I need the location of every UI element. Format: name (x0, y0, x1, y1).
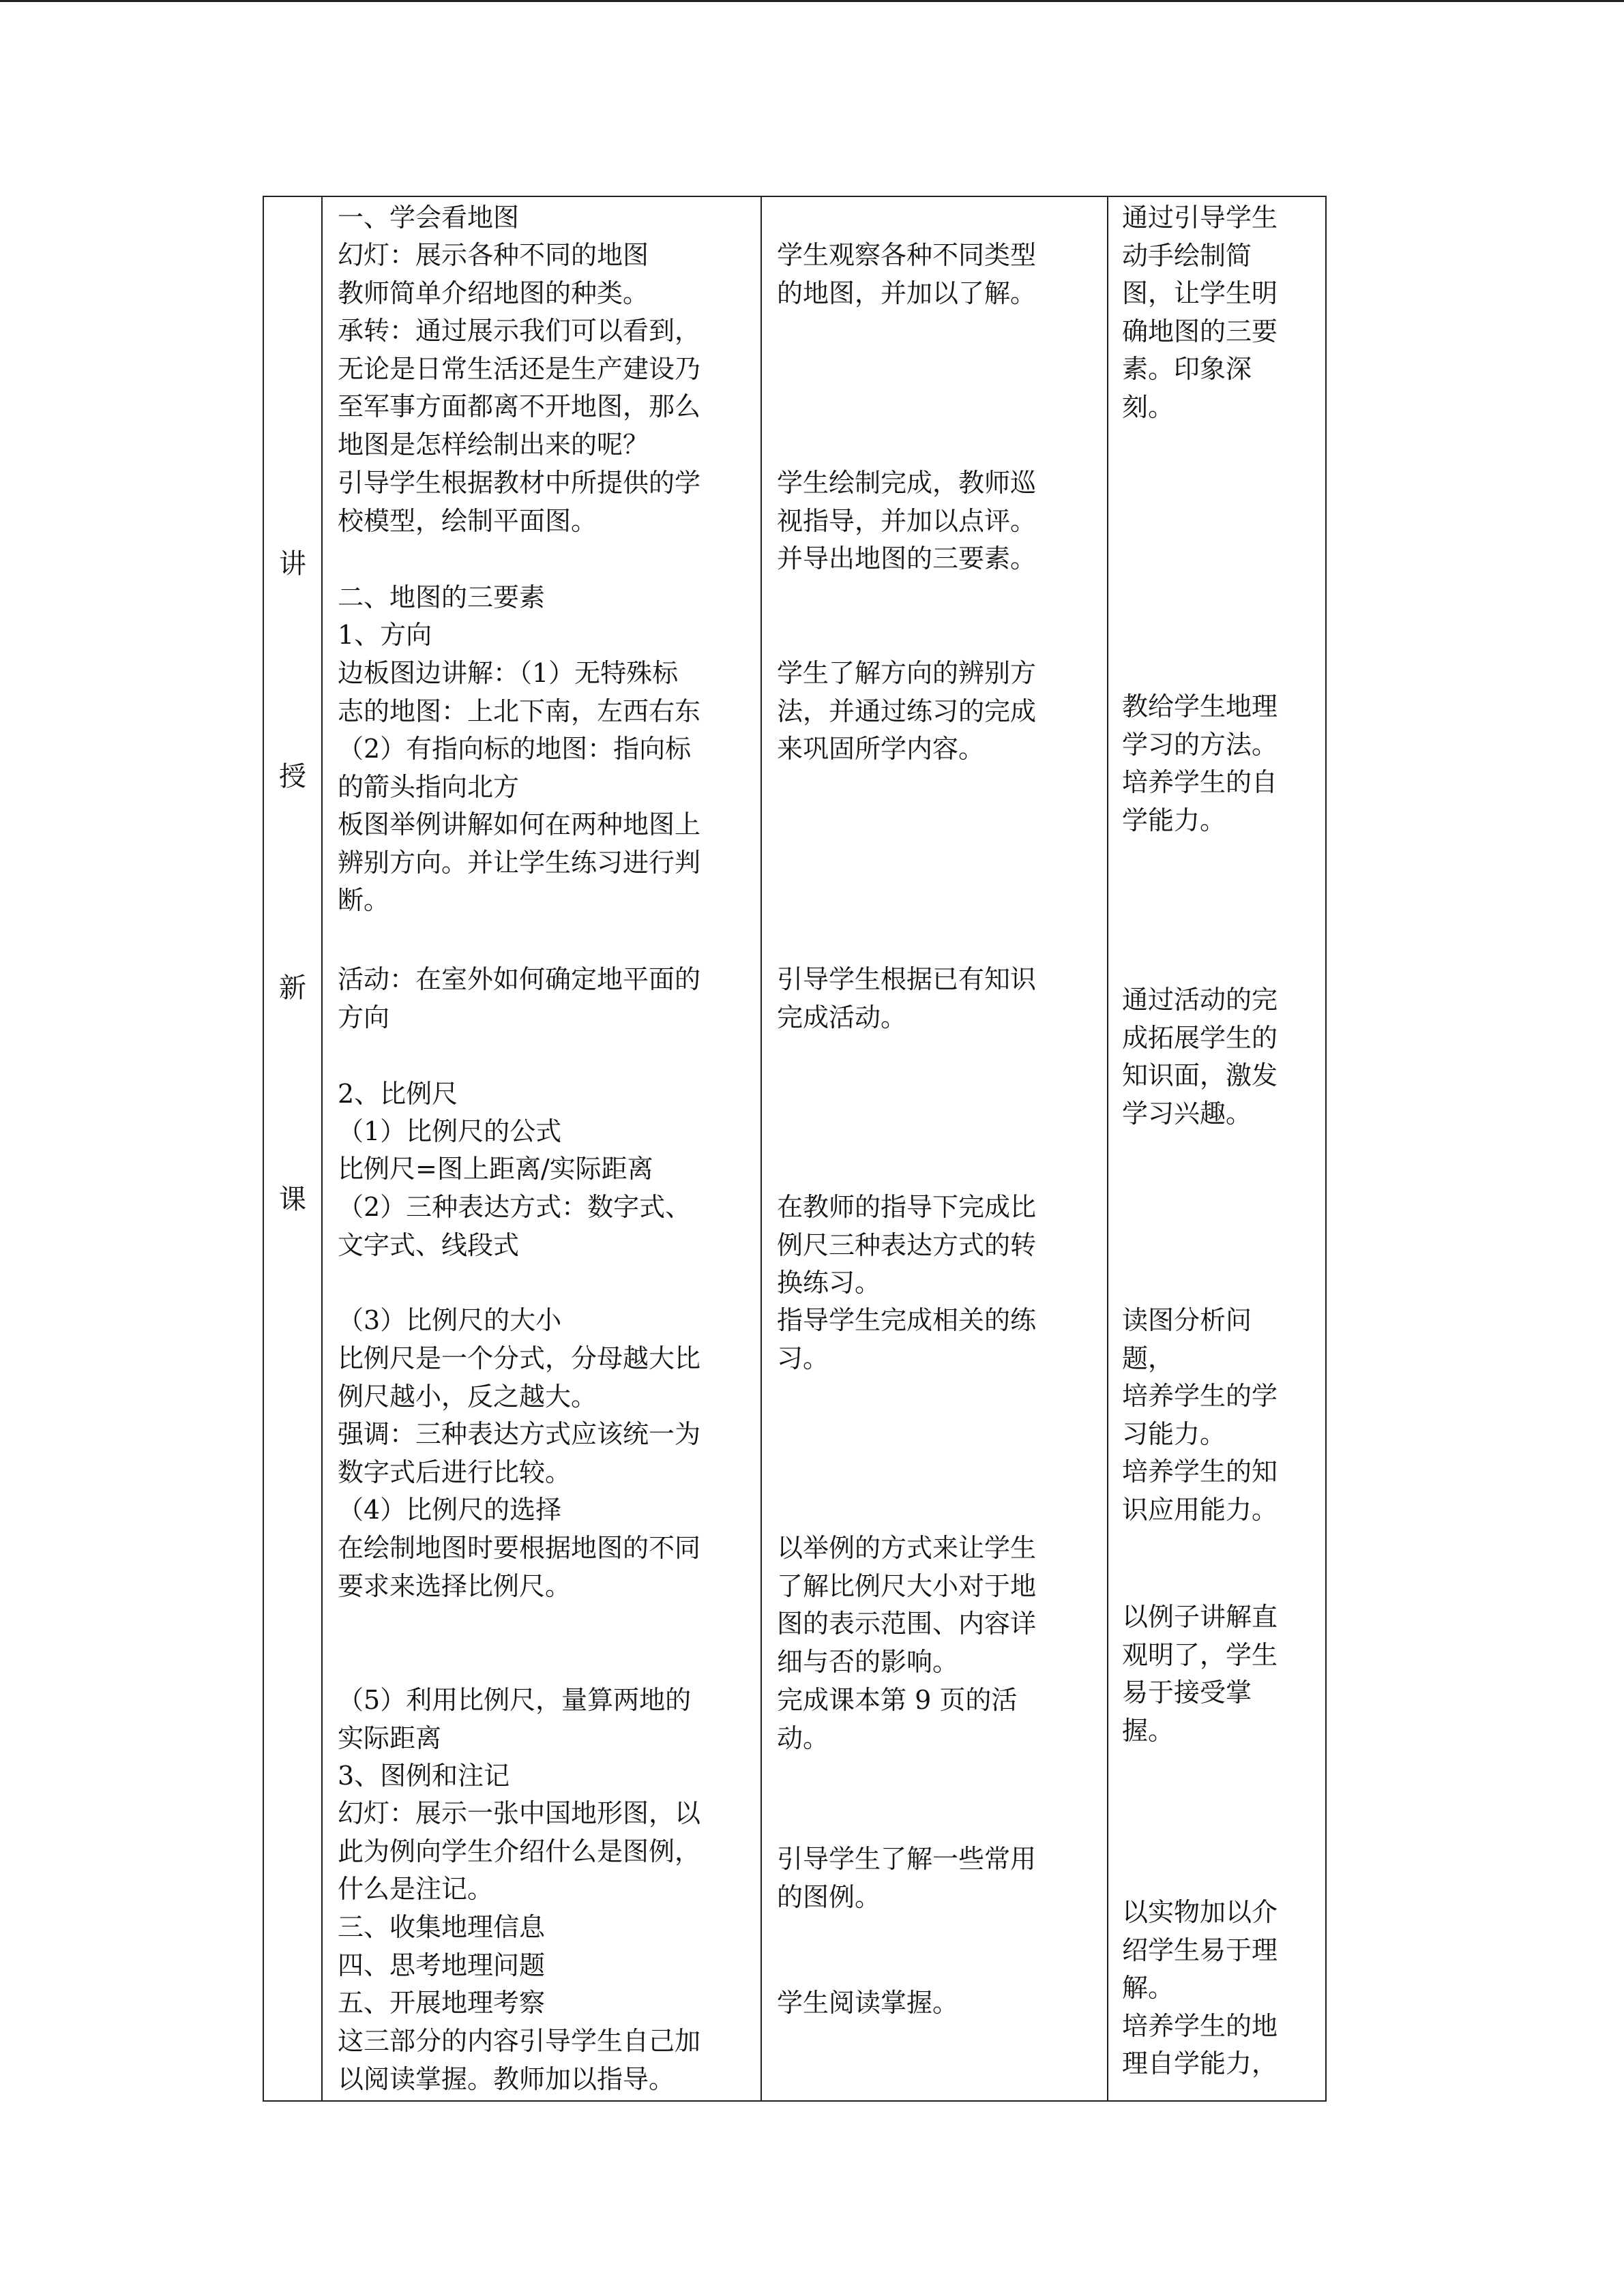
teacher-activity-text: 四、思考地理问题 (338, 1950, 546, 1980)
side-label-char: 授 (279, 761, 306, 792)
teacher-activity-text: （3）比例尺的大小 (338, 1305, 562, 1335)
teacher-activity-text: （1）比例尺的公式 (338, 1116, 562, 1146)
column-divider-3 (1107, 197, 1108, 2100)
side-label-char: 课 (279, 1184, 306, 1215)
teacher-activity-text: 三、收集地理信息 (338, 1912, 546, 1942)
teacher-activity-text: 比例尺=图上距离/实际距离 (338, 1154, 653, 1184)
side-label-char: 新 (279, 972, 306, 1004)
teacher-activity-text: 这三部分的内容引导学生自己加 以阅读掌握。教师加以指导。 (338, 2026, 701, 2094)
teacher-activity-text: 3、图例和注记 (338, 1761, 510, 1791)
teacher-activity-text: 边板图边讲解：（1）无特殊标 志的地图：上北下南，左西右东 （2）有指向标的地图：指向标 的箭头指向北方 (338, 658, 701, 802)
lesson-plan-table (263, 196, 1327, 2102)
teacher-activity-text: 强调：三种表达方式应该统一为 数字式后进行比较。 (338, 1419, 701, 1487)
teacher-activity-text: 活动：在室外如何确定地平面的 方向 (338, 964, 701, 1032)
student-activity-text: 引导学生根据已有知识 完成活动。 (777, 964, 1037, 1032)
teacher-activity-text: 二、地图的三要素 (338, 582, 546, 612)
teacher-activity-text: （4）比例尺的选择 (338, 1495, 562, 1525)
column-divider-2 (761, 197, 762, 2100)
teacher-activity-text: 承转：通过展示我们可以看到， 无论是日常生活还是生产建设乃 至军事方面都离不开地图，那么 地图是怎样绘制出来的呢？ (338, 316, 701, 460)
design-intent-text: 以例子讲解直 观明了，学生 易于接受掌 握。 (1122, 1602, 1278, 1746)
design-intent-text: 教给学生地理 学习的方法。 培养学生的自 学能力。 (1122, 691, 1278, 835)
design-intent-text: 以实物加以介 绍学生易于理 解。 培养学生的地 理自学能力， (1122, 1897, 1278, 2078)
design-intent-text: 通过活动的完 成拓展学生的 知识面，激发 学习兴趣。 (1122, 985, 1278, 1129)
column-divider-1 (321, 197, 323, 2100)
student-activity-text: 以举例的方式来让学生 了解比例尺大小对于地 图的表示范围、内容详 细与否的影响。 (777, 1533, 1037, 1677)
teacher-activity-text: 一、学会看地图 (338, 203, 520, 233)
student-activity-text: 学生绘制完成，教师巡 视指导，并加以点评。 并导出地图的三要素。 (777, 468, 1037, 573)
design-intent-text: 读图分析问 题， 培养学生的学 习能力。 培养学生的知 识应用能力。 (1122, 1305, 1278, 1525)
page-top-border (0, 0, 1624, 2)
teacher-activity-text: （5）利用比例尺，量算两地的 实际距离 (338, 1685, 692, 1753)
student-activity-text: 指导学生完成相关的练 习。 (777, 1305, 1037, 1373)
student-activity-text: 完成课本第 9 页的活 动。 (777, 1685, 1018, 1753)
teacher-activity-text: 1、方向 (338, 620, 432, 650)
teacher-activity-text: 2、比例尺 (338, 1079, 458, 1109)
teacher-activity-text: 五、开展地理考察 (338, 1988, 546, 2018)
side-label-char: 讲 (279, 548, 306, 580)
teacher-activity-text: 板图举例讲解如何在两种地图上 辨别方向。并让学生练习进行判 断。 (338, 809, 701, 915)
design-intent-text: 通过引导学生 动手绘制简 图，让学生明 确地图的三要 素。印象深 刻。 (1122, 203, 1278, 422)
teacher-activity-text: 比例尺是一个分式，分母越大比 例尺越小，反之越大。 (338, 1343, 701, 1412)
teacher-activity-text: 引导学生根据教材中所提供的学 校模型，绘制平面图。 (338, 468, 701, 536)
teacher-activity-text: 幻灯：展示一张中国地形图，以 此为例向学生介绍什么是图例， 什么是注记。 (338, 1798, 701, 1904)
teacher-activity-text: 在绘制地图时要根据地图的不同 要求来选择比例尺。 (338, 1533, 701, 1601)
student-activity-text: 在教师的指导下完成比 例尺三种表达方式的转 换练习。 (777, 1192, 1037, 1298)
student-activity-text: 学生阅读掌握。 (777, 1988, 959, 2018)
student-activity-text: 学生了解方向的辨别方 法，并通过练习的完成 来巩固所学内容。 (777, 658, 1037, 764)
teacher-activity-text: 教师简单介绍地图的种类。 (338, 278, 649, 308)
student-activity-text: 学生观察各种不同类型 的地图，并加以了解。 (777, 240, 1037, 308)
teacher-activity-text: 幻灯：展示各种不同的地图 (338, 240, 649, 270)
student-activity-text: 引导学生了解一些常用 的图例。 (777, 1844, 1037, 1912)
teacher-activity-text: （2）三种表达方式：数字式、 文字式、线段式 (338, 1192, 692, 1260)
